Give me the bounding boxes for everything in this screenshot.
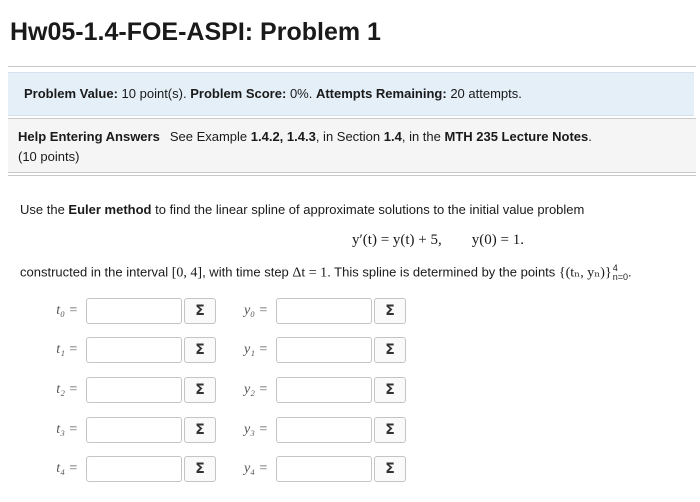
step-prefix: , with time step (202, 264, 293, 280)
help-section: 1.4 (383, 129, 402, 144)
help-text-prefix: See Example (169, 129, 251, 144)
problem-statement (20, 202, 584, 217)
y-label-4: y₄ = (243, 461, 268, 476)
interval-statement (20, 264, 632, 282)
equation-editor-button-0[interactable]: Σ (184, 298, 216, 324)
t-input-1[interactable] (86, 337, 182, 363)
points-sub: n=0 (612, 272, 628, 282)
problem-intro-prefix: Use the (20, 202, 69, 217)
equation-editor-button-3[interactable]: Σ (184, 417, 216, 443)
t-input-4[interactable] (86, 456, 182, 482)
y-label-2: y₂ = (243, 382, 268, 397)
problem-points: (10 points) (18, 149, 80, 164)
problem-intro-suffix: to find the linear spline of approximate solutions to the initial value problem (151, 202, 585, 217)
t-label-4: t₄ = (56, 461, 78, 476)
problem-score: 0%. (289, 86, 313, 101)
help-lecture-notes: MTH 235 Lecture Notes (444, 129, 589, 144)
equation-editor-button-1[interactable]: Σ (184, 337, 216, 363)
equation-editor-button-2[interactable]: Σ (374, 377, 406, 403)
problem-info-bar (8, 72, 694, 116)
help-examples: 1.4.2, 1.4.3 (250, 129, 316, 144)
help-entering-answers-link[interactable]: Help Entering Answers (18, 129, 160, 144)
points-sup: 4 (612, 263, 618, 273)
interval-value: [0, 4] (171, 265, 203, 281)
y-input-0[interactable] (276, 298, 372, 324)
t-input-2[interactable] (86, 377, 182, 403)
y-label-0: y₀ = (243, 303, 268, 318)
y-input-3[interactable] (276, 417, 372, 443)
page-title: Hw05-1.4-FOE-ASPI: Problem 1 (10, 18, 381, 46)
y-input-2[interactable] (276, 377, 372, 403)
attempts-remaining-label: Attempts Remaining: (315, 86, 447, 101)
divider (8, 175, 696, 176)
problem-info-text (24, 86, 522, 101)
problem-score-label: Problem Score: (190, 86, 287, 101)
t-input-0[interactable] (86, 298, 182, 324)
interval-prefix: constructed in the interval (20, 264, 172, 280)
y-label-1: y₁ = (243, 342, 268, 357)
y-label-3: y₃ = (243, 422, 268, 437)
t-label-1: t₁ = (56, 342, 78, 357)
euler-method-label: Euler method (68, 202, 152, 217)
problem-value: 10 point(s). (121, 86, 187, 101)
points-index-range (613, 264, 628, 282)
equation-editor-button-0[interactable]: Σ (374, 298, 406, 324)
help-box (8, 118, 696, 173)
help-text-mid1: , in Section (315, 129, 384, 144)
help-line (18, 129, 592, 144)
divider (8, 66, 696, 67)
t-input-3[interactable] (86, 417, 182, 443)
problem-value-label: Problem Value: (24, 86, 118, 101)
y-input-4[interactable] (276, 456, 372, 482)
y-input-1[interactable] (276, 337, 372, 363)
help-text-end: . (588, 129, 592, 144)
points-end: . (627, 264, 632, 280)
t-label-3: t₃ = (56, 422, 78, 437)
attempts-remaining: 20 attempts. (450, 86, 522, 101)
t-label-2: t₂ = (56, 382, 78, 397)
equation-editor-button-4[interactable]: Σ (184, 456, 216, 482)
points-prefix: . This spline is determined by the points (327, 264, 559, 280)
t-label-0: t₀ = (56, 303, 78, 318)
help-text-mid2: , in the (401, 129, 445, 144)
equation-editor-button-3[interactable]: Σ (374, 417, 406, 443)
equation-editor-button-2[interactable]: Σ (184, 377, 216, 403)
ivp-equation: y′(t) = y(t) + 5, y(0) = 1. (352, 232, 524, 248)
equation-editor-button-1[interactable]: Σ (374, 337, 406, 363)
time-step-value: Δt = 1 (292, 265, 328, 281)
equation-editor-button-4[interactable]: Σ (374, 456, 406, 482)
points-set: {(tₙ, yₙ)} (558, 265, 612, 281)
